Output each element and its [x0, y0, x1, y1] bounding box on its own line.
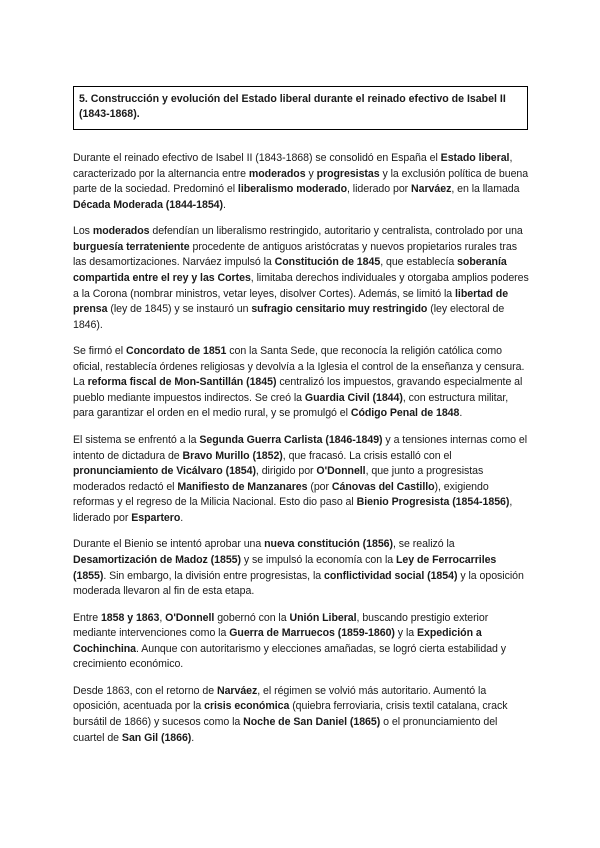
paragraph	[73, 151, 529, 213]
text-run: , que junto a progresistas moderados redactó el	[73, 465, 484, 493]
text-run: con la Santa Sede, que reconocía la religión católica como oficial, restablecía órdenes religiosas y devolvía a la Iglesia el control de la enseñanza y censura. La	[73, 345, 525, 389]
text-run: (quiebra ferroviaria, crisis textil catalana, crack bursátil de 1866) y sucesos como la	[73, 700, 508, 728]
text-run: y la exclusión política de buena parte de la sociedad. Predominó el	[73, 167, 529, 196]
text-run: gobernó con la	[214, 611, 290, 624]
text-run: centralizó los impuestos, gravando especialmente al pueblo mediante impuestos indirectos. Se creó la	[73, 376, 523, 404]
paragraph	[73, 224, 529, 333]
bold-term: Narváez	[411, 183, 452, 196]
bold-term: Constitución de 1845	[274, 256, 381, 269]
bold-term: Espartero	[131, 511, 181, 524]
text-run: y la	[394, 627, 417, 640]
bold-term: Unión Liberal	[289, 611, 357, 624]
text-run: defendían un liberalismo restringido, autoritario y centralista, controlado por una	[149, 225, 523, 238]
text-run: , en la llamada	[451, 183, 520, 196]
text-run: o el pronunciamiento del cuartel de	[73, 716, 498, 744]
bold-term: O'Donnell	[316, 465, 366, 478]
bold-term: Guerra de Marruecos (1859-1860)	[229, 627, 395, 640]
bold-term: conflictividad social (1854)	[324, 569, 458, 582]
paragraph	[73, 684, 529, 746]
bold-term: Concordato de 1851	[125, 345, 227, 358]
text-run: y	[305, 167, 317, 180]
text-run: , se realizó la	[392, 538, 455, 551]
text-run: , limitaba derechos individuales y otorgaba amplios poderes a la Corona (nombrar ministros, vetar leyes, disolver Cortes). Además, se limitó la	[73, 271, 529, 300]
text-run: Se firmó el	[73, 345, 126, 358]
bold-term: sufragio censitario muy restringido	[251, 303, 428, 316]
bold-term: reforma fiscal de Mon-Santillán (1845)	[87, 376, 277, 389]
bold-term: Cánovas del Castillo	[331, 480, 435, 493]
bold-term: soberanía compartida entre el rey y las Cortes	[73, 256, 507, 284]
bold-term: San Gil (1866)	[121, 731, 192, 744]
bold-term: liberalismo moderado	[237, 183, 348, 196]
text-run: , liderado por	[73, 496, 513, 524]
bold-term: Noche de San Daniel (1865)	[243, 716, 381, 728]
paragraph	[73, 611, 529, 673]
paragraph	[73, 433, 529, 526]
text-run: Desde 1863, con el retorno de	[73, 684, 217, 697]
text-run: y la oposición moderada llevaron al fin de esta etapa.	[73, 569, 524, 598]
text-run: .	[222, 198, 226, 211]
text-run: (ley electoral de 1846).	[73, 303, 505, 331]
bold-term: Código Penal de 1848	[350, 407, 460, 420]
bold-term: 1858 y 1863	[100, 611, 160, 624]
text-run: , liderado por	[347, 183, 412, 196]
text-run: , con estructura militar, para garantizar el orden en el medio rural, y se promulgó el	[73, 391, 509, 420]
text-run: , dirigido por	[255, 465, 317, 478]
text-run: , caracterizado por la alternancia entre	[73, 152, 513, 180]
bold-term: Década Moderada (1844-1854)	[73, 198, 223, 211]
text-run: . Aunque con autoritarismo y elecciones amañadas, se logró cierta estabilidad y crecimiento económico.	[73, 642, 507, 671]
bold-term: progresistas	[316, 167, 380, 180]
text-run: .	[180, 511, 184, 524]
text-run: Los	[73, 225, 93, 238]
bold-term: Segunda Guerra Carlista (1846-1849)	[199, 434, 383, 446]
bold-term: nueva constitución (1856)	[264, 538, 393, 551]
text-run: .	[459, 407, 463, 420]
bold-term: Bienio Progresista (1854-1856)	[356, 496, 510, 509]
text-run: .	[191, 731, 195, 744]
bold-term: Estado liberal	[440, 152, 510, 164]
bold-term: pronunciamiento de Vicálvaro (1854)	[73, 465, 256, 478]
bold-term: O'Donnell	[165, 611, 215, 624]
text-run: Entre	[73, 611, 101, 624]
bold-term: Ley de Ferrocarriles (1855)	[73, 553, 497, 582]
text-run: El sistema se enfrentó a la	[73, 434, 200, 446]
text-run: . Sin embargo, la división entre progresistas, la	[103, 569, 324, 582]
bold-term: crisis económica	[204, 700, 290, 713]
bold-term: moderados	[248, 167, 306, 180]
text-run: y a tensiones internas como el intento de dictadura de	[73, 434, 528, 462]
text-run: ), exigiendo reformas y el regreso de la Milicia Nacional. Esto dio paso al	[73, 480, 489, 509]
text-run: , que establecía	[380, 256, 458, 269]
bold-term: libertad de prensa	[73, 287, 509, 316]
section-title: 5. Construcción y evolución del Estado liberal durante el reinado efectivo de Isabel II (1843-1868).	[73, 86, 528, 130]
text-run: , buscando prestigio exterior mediante intervenciones como la	[73, 611, 489, 640]
text-run: (ley de 1845) y se instauró un	[107, 303, 252, 316]
bold-term: Manifiesto de Manzanares	[177, 480, 308, 493]
bold-term: Guardia Civil (1844)	[304, 391, 403, 404]
text-run: Durante el reinado efectivo de Isabel II (1843-1868) se consolidó en España el	[73, 152, 441, 164]
text-run: , el régimen se volvió más autoritario. Aumentó la oposición, acentuada por la	[73, 684, 487, 713]
bold-term: burguesía terrateniente	[73, 240, 190, 253]
bold-term: Bravo Murillo (1852)	[182, 449, 283, 462]
bold-term: Desamortización de Madoz (1855)	[73, 553, 241, 566]
text-run: procedente de antiguos aristócratas y nuevos propietarios rurales tras las desamortizaciones. Narváez impulsó la	[73, 240, 517, 269]
text-run: ,	[159, 611, 166, 624]
bold-term: Narváez	[216, 684, 258, 697]
bold-term: Expedición a Cochinchina	[73, 627, 482, 655]
paragraph	[73, 344, 529, 422]
text-run: y se impulsó la economía con la	[241, 553, 396, 566]
text-run: (por	[307, 480, 332, 493]
bold-term: moderados	[92, 225, 150, 238]
body-text	[73, 151, 529, 757]
text-run: Durante el Bienio se intentó aprobar una	[73, 538, 265, 551]
text-run: , que fracasó. La crisis estalló con el	[282, 449, 452, 462]
paragraph	[73, 537, 529, 599]
